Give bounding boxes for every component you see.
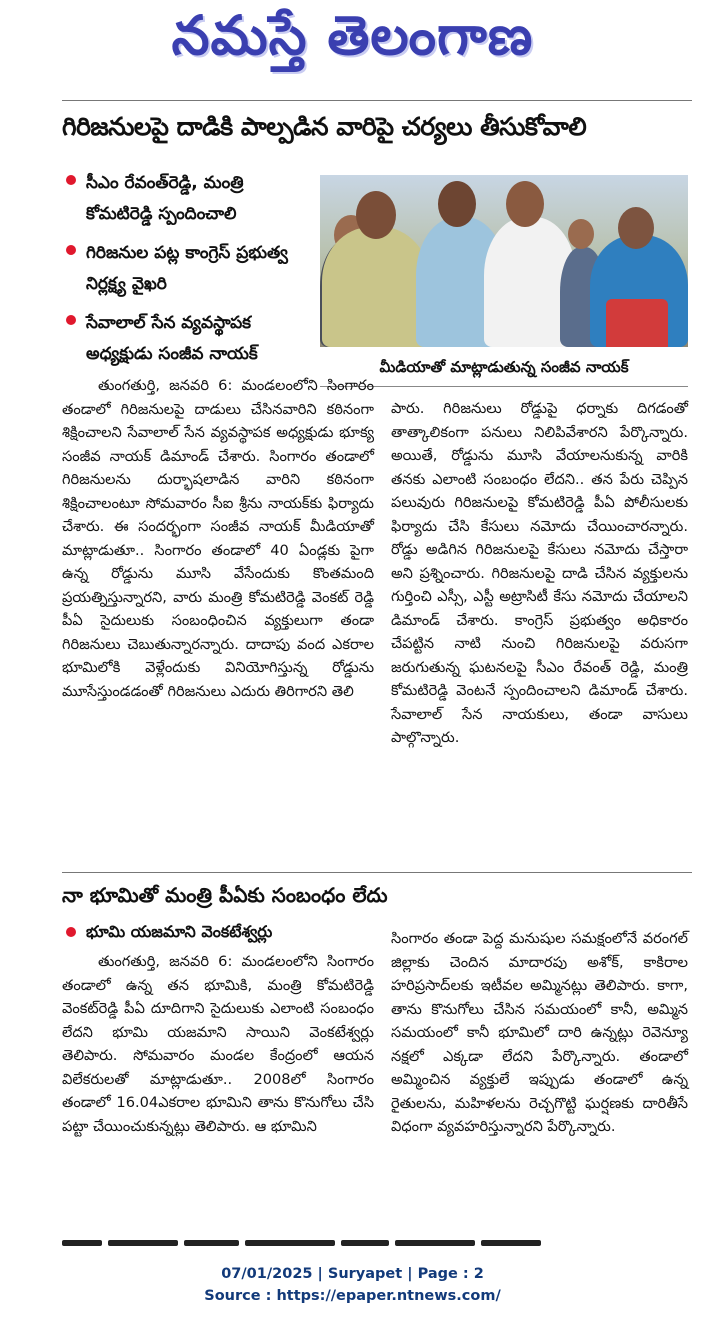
story2-headline: నా భూమితో మంత్రి పీఏకు సంబంధం లేదు: [62, 883, 388, 907]
masthead: [0, 0, 705, 88]
bullet-text: సీఎం రేవంత్‌రెడ్డి, మంత్రి కోమటిరెడ్డి స్పందించాలి: [86, 173, 244, 224]
headline: గిరిజనులపై దాడికి పాల్పడిన వారిపై చర్యలు తీసుకోవాలి: [62, 112, 587, 141]
bullet-text: భూమి యజమాని వెంకటేశ్వర్లు: [86, 922, 273, 941]
story1-col2-text: పారు. గిరిజనులు రోడ్డుపై ధర్నాకు దిగడంతో తాత్కాలికంగా పనులు నిలిపివేశారని పేర్కొన్నారు. అయితే, రోడ్డును మూసి వేయాలనుకున్న వారికి తనకు ఎలాంటి సంబంధం లేదని.. తన పేరు చెప్పిన పలువురు గిరిజనులపై కోమటిరెడ్డి పీఏ పోలీసులకు ఫిర్యాదు చేసి కేసులు నమోదు చేయించారన్నారు. రోడ్డు అడిగిన గిరిజనులపై కేసులు నమోదు చేస్తారా అని ప్రశ్నించారు. గిరిజనులపై దాడి చేసిన వ్యక్తులను గుర్తించి ఎస్సీ, ఎస్టీ అట్రాసిటీ కేసు నమోదు చేయాలని డిమాండ్ చేశారు. కాంగ్రెస్ ప్రభుత్వం అధికారం చేపట్టిన నాటి నుంచి గిరిజనులపై వరుసగా జరుగుతున్న ఘటనలపై సీఎం రేవంత్ రెడ్డి, మంత్రి కోమటిరెడ్డి వెంటనే స్పందించాలని డిమాండ్ చేశారు. సేవాలాల్ సేన నాయకులు, తండా వాసులు పాల్గొన్నారు.: [391, 400, 688, 746]
photo-person-head: [438, 181, 476, 227]
bullet-item: [62, 238, 312, 300]
masthead-divider: [62, 100, 692, 101]
bullet-item: [62, 168, 312, 230]
footer-source-link[interactable]: Source : https://epaper.ntnews.com/: [204, 1288, 501, 1304]
story2-bullet: [62, 918, 406, 946]
story2-col2-text: సింగారం తండా పెద్ద మనుషుల సమక్షంలోనే వరంగల్ జిల్లాకు చెందిన మాదారపు అశోక్, కాకిరాల హరిప్రసాద్‌లకు ఇటీవల అమ్మినట్లు తెలిపారు. కాగా, తాను కొనుగోలు చేసిన సమయంలో కానీ, అమ్మిన సమయంలో కానీ భూమిలో దారి ఉన్నట్లు రెవెన్యూ నక్షలో ఎక్కడా లేదని పేర్కొన్నారు. తండాలో అమ్మించిన వ్యక్తులే ఇప్పుడు తండాలో ఉన్న రైతులను, మహిళలను రెచ్చగొట్టి ఘర్షణకు దారితీసే విధంగా వ్యవహరిస్తున్నారని పేర్కొన్నారు.: [391, 930, 688, 1135]
photo-person-head: [506, 181, 544, 227]
bullet-dot-icon: [66, 245, 76, 255]
page-footer: [0, 1263, 705, 1307]
footer-edition-info: 07/01/2025 | Suryapet | Page : 2: [221, 1266, 484, 1282]
story1-column-1: [62, 374, 374, 703]
bullet-dot-icon: [66, 175, 76, 185]
bullet-text: సేవాలాల్ సేన వ్యవస్థాపక అధ్యక్షుడు సంజీవ నాయక్: [86, 313, 258, 364]
bullet-dot-icon: [66, 315, 76, 325]
story2-column-2: [391, 927, 688, 1139]
story-divider: [62, 872, 692, 873]
cut-off-headline: [62, 1240, 582, 1250]
photo-saree: [606, 299, 668, 347]
photo-person-head: [568, 219, 594, 249]
bullet-text: గిరిజనుల పట్ల కాంగ్రెస్ ప్రభుత్వ నిర్లక్ష్య వైఖరి: [86, 243, 288, 294]
news-photo: [320, 175, 688, 347]
photo-caption: మీడియాతో మాట్లాడుతున్న సంజీవ నాయక్: [320, 348, 688, 387]
bullet-dot-icon: [66, 927, 76, 937]
bullet-item: [62, 308, 312, 370]
photo-person-head: [618, 207, 654, 249]
photo-person: [322, 227, 430, 347]
photo-person-head: [356, 191, 396, 239]
story1-column-2: [391, 397, 688, 750]
story2-col1-text: తుంగతుర్తి, జనవరి 6: మండలంలోని సింగారం తండాలో ఉన్న తన భూమికి, మంత్రి కోమటిరెడ్డి వెంకట్‌రెడ్డి పీఏ దూదిగాని సైదులుకు ఎలాంటి సంబంధం లేదని భూమి యజమాని సాయిని వెంకటేశ్వర్లు తెలిపారు. సోమవారం మండల కేంద్రంలో ఆయన విలేకరులతో మాట్లాడుతూ.. 2008లో సింగారం తండాలో 16.04ఎకరాల భూమిని తాను కొనుగోలు చేసి పట్టా చేయించుకున్నట్లు తెలిపారు. ఆ భూమిని: [62, 953, 374, 1135]
story1-col1-text: తుంగతుర్తి, జనవరి 6: మండలంలోని సింగారం తండాలో గిరిజనులపై దాడులు చేసినవారిని కఠినంగా శిక్షించాలని సేవాలాల్ సేన వ్యవస్థాపక అధ్యక్షుడు భూక్య సంజీవ నాయక్ డిమాండ్ చేశారు. సింగారం తండాలో గిరిజనులను దుర్భాషలాడిన వారిని కఠినంగా శిక్షించాలంటూ సోమవారం సీఐ శ్రీను నాయక్‌కు ఫిర్యాదు చేశారు. ఈ సందర్భంగా సంజీవ నాయక్ మీడియాతో మాట్లాడుతూ.. సింగారం తండాలో 40 ఏండ్లకు పైగా ఉన్న రోడ్డును మూసి వేసేందుకు కొంతమంది ప్రయత్నిస్తున్నారని, వారు మంత్రి కోమటిరెడ్డి వెంకట్ రెడ్డి పీఏ సైదులుకు సంబంధించిన వ్యక్తులుగా తండా గిరిజనులు చెబుతున్నారన్నారు. దాదాపు వంద ఎకరాల భూమిలోకి వెళ్లేందుకు వినియోగిస్తున్న రోడ్డును మూసేస్తుండడంతో గిరిజనులు ఎదురు తిరిగారని తెలి: [62, 377, 374, 700]
story2-column-1: [62, 950, 374, 1138]
newspaper-logo: నమస్తే తెలంగాణ: [171, 4, 534, 67]
highlight-bullets: [62, 168, 312, 378]
